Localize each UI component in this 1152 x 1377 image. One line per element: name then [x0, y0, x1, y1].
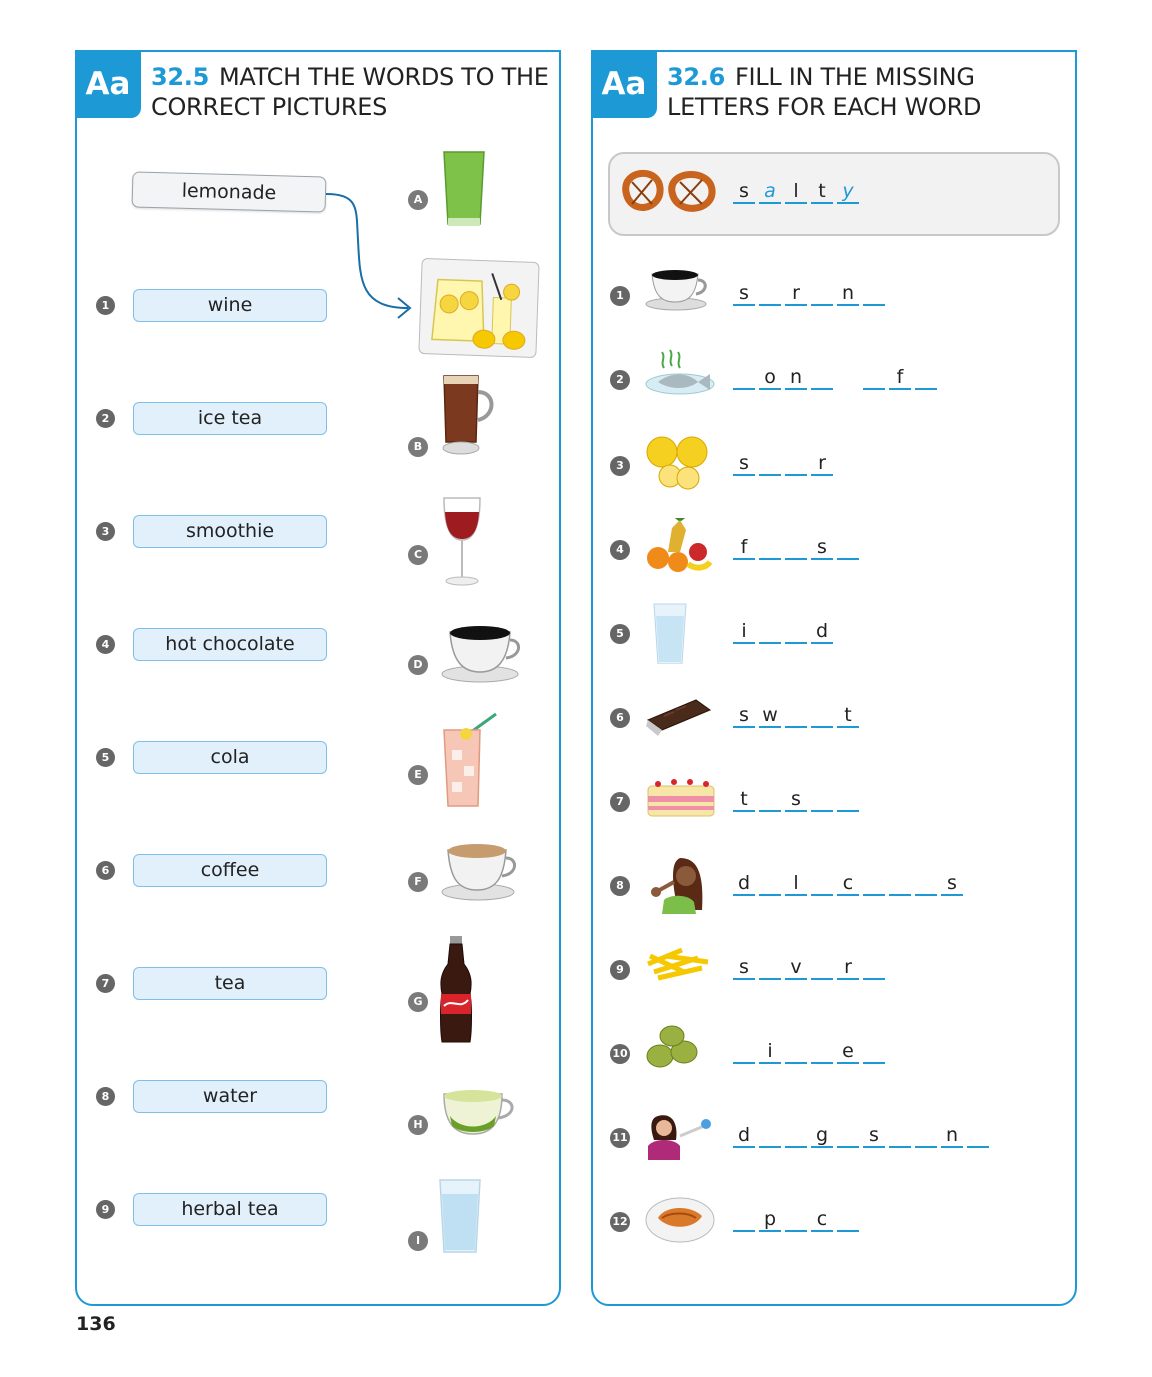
letter-slot[interactable]: s: [733, 704, 755, 728]
letter-slot[interactable]: [863, 282, 885, 306]
exercise-title: [151, 62, 551, 122]
letter-slot[interactable]: l: [785, 872, 807, 896]
lemonade-jug-icon: [418, 258, 539, 358]
letter-slot[interactable]: [785, 1124, 807, 1148]
item-number: 2: [96, 409, 115, 428]
green-smoothie-glass-icon: [440, 148, 488, 230]
letter-slot[interactable]: [733, 1208, 755, 1232]
black-coffee-cup-icon: [440, 620, 524, 684]
letter-slots[interactable]: [733, 704, 863, 728]
letter-slot[interactable]: d: [811, 620, 833, 644]
letter-slot[interactable]: [759, 620, 781, 644]
letter-slot[interactable]: [915, 872, 937, 896]
letter-slot[interactable]: c: [811, 1208, 833, 1232]
letter-slot[interactable]: [863, 1040, 885, 1064]
letter-slots[interactable]: [733, 366, 941, 390]
item-number: 8: [610, 876, 630, 896]
letter-slot[interactable]: c: [837, 872, 859, 896]
letter-slot[interactable]: f: [733, 536, 755, 560]
exercise-number: 32.6: [667, 63, 726, 91]
item-number: 7: [610, 792, 630, 812]
picture-label-b: B: [408, 437, 428, 457]
letter-slot[interactable]: [837, 536, 859, 560]
letter-slot[interactable]: [837, 366, 859, 388]
letter-slot[interactable]: [915, 366, 937, 390]
coffee-cup-icon: [644, 264, 716, 326]
letter-slots[interactable]: [733, 1208, 863, 1232]
spicy-dish-icon: [644, 1190, 716, 1252]
letter-slot[interactable]: v: [785, 956, 807, 980]
item-number: 6: [96, 861, 115, 880]
item-number: 3: [610, 456, 630, 476]
item-number: 1: [610, 286, 630, 306]
letter-slot[interactable]: [811, 366, 833, 390]
letter-slot[interactable]: s: [811, 536, 833, 560]
letter-slot[interactable]: [837, 788, 859, 812]
hot-chocolate-glass-icon: [438, 372, 500, 458]
example-letter-slot: l: [785, 180, 807, 204]
letter-slot[interactable]: r: [785, 282, 807, 306]
cake-icon: [644, 770, 716, 832]
letter-slot[interactable]: e: [837, 1040, 859, 1064]
picture-label-h: H: [408, 1115, 428, 1135]
letter-slot[interactable]: r: [837, 956, 859, 980]
letter-slot[interactable]: i: [759, 1040, 781, 1064]
word-box[interactable]: wine: [133, 289, 327, 322]
girl-disgusted-icon: [644, 1106, 716, 1168]
letter-slot[interactable]: [811, 282, 833, 306]
item-number: 7: [96, 974, 115, 993]
item-number: 3: [96, 522, 115, 541]
picture-label-c: C: [408, 545, 428, 565]
chocolate-bar-icon: [644, 686, 716, 748]
lemons-icon: [644, 434, 716, 496]
item-number: 4: [610, 540, 630, 560]
letter-slot[interactable]: [759, 282, 781, 306]
picture-label-e: E: [408, 765, 428, 785]
fruit-icon: [644, 518, 716, 580]
letter-slots[interactable]: [733, 452, 837, 476]
picture-label-a: A: [408, 190, 428, 210]
letter-slot[interactable]: p: [759, 1208, 781, 1232]
letter-slot[interactable]: [733, 366, 755, 390]
letter-slots[interactable]: [733, 956, 889, 980]
letter-slot[interactable]: [811, 788, 833, 812]
water-glass-icon: [644, 602, 716, 664]
water-glass-icon: [438, 1176, 482, 1256]
woman-eating-icon: [644, 854, 716, 916]
letter-slot[interactable]: [759, 452, 781, 476]
letter-slot[interactable]: n: [785, 366, 807, 390]
letter-slot[interactable]: s: [785, 788, 807, 812]
letter-slots[interactable]: [733, 872, 967, 896]
letter-slot[interactable]: n: [941, 1124, 963, 1148]
item-number: 8: [96, 1087, 115, 1106]
letter-slot[interactable]: [863, 366, 885, 390]
item-number: 11: [610, 1128, 630, 1148]
letter-slot[interactable]: [785, 1208, 807, 1232]
example-letter-slot: a: [759, 180, 781, 204]
letter-slot[interactable]: f: [889, 366, 911, 390]
item-number: 5: [610, 624, 630, 644]
picture-label-f: F: [408, 872, 428, 892]
letter-slot[interactable]: [967, 1124, 989, 1148]
letter-slot[interactable]: [759, 788, 781, 812]
letter-slot[interactable]: o: [759, 366, 781, 390]
letter-slot[interactable]: [811, 704, 833, 728]
aa-badge: Aa: [591, 50, 657, 118]
exercise-instruction: MATCH THE WORDS TO THE CORRECT PICTURES: [151, 63, 549, 121]
letter-slots[interactable]: [733, 1124, 993, 1148]
item-number: 9: [96, 1200, 115, 1219]
page-number: 136: [76, 1313, 116, 1335]
letter-slot[interactable]: d: [733, 1124, 755, 1148]
letter-slot[interactable]: s: [733, 282, 755, 306]
letter-slot[interactable]: [785, 1040, 807, 1064]
smelly-fish-icon: [644, 348, 716, 410]
word-box[interactable]: smoothie: [133, 515, 327, 548]
letter-slot[interactable]: d: [733, 872, 755, 896]
letter-slot[interactable]: t: [733, 788, 755, 812]
olives-icon: [644, 1022, 716, 1084]
example-letter-slot: y: [837, 180, 859, 204]
cola-bottle-icon: [438, 934, 474, 1046]
pasta-icon: [644, 938, 716, 1000]
letter-slot[interactable]: [785, 452, 807, 476]
letter-slot[interactable]: [759, 872, 781, 896]
example-letter-slot: t: [811, 180, 833, 204]
exercise-instruction: FILL IN THE MISSING LETTERS FOR EACH WORD: [667, 63, 982, 121]
picture-label-d: D: [408, 655, 428, 675]
letter-slot[interactable]: [889, 1124, 911, 1148]
letter-slot[interactable]: [759, 956, 781, 980]
letter-slot[interactable]: [733, 1040, 755, 1064]
letter-slot[interactable]: [915, 1124, 937, 1148]
letter-slot[interactable]: g: [811, 1124, 833, 1148]
letter-slot[interactable]: [811, 1040, 833, 1064]
iced-tea-glass-icon: [440, 710, 502, 810]
pretzels-icon: [618, 160, 718, 222]
letter-slot[interactable]: s: [863, 1124, 885, 1148]
item-number: 4: [96, 635, 115, 654]
letter-slot[interactable]: s: [941, 872, 963, 896]
red-wine-glass-icon: [440, 494, 484, 588]
item-number: 2: [610, 370, 630, 390]
example-word-lemonade: lemonade: [132, 171, 327, 212]
letter-slot[interactable]: [785, 620, 807, 644]
letter-slots[interactable]: [733, 620, 837, 644]
letter-slot[interactable]: [811, 872, 833, 896]
exercise-title: [667, 62, 1067, 122]
aa-badge: Aa: [75, 50, 141, 118]
letter-slot[interactable]: [837, 1208, 859, 1232]
letter-slots[interactable]: [733, 788, 863, 812]
letter-slot[interactable]: n: [837, 282, 859, 306]
item-number: 12: [610, 1212, 630, 1232]
picture-label-g: G: [408, 992, 428, 1012]
exercise-number: 32.5: [151, 63, 210, 91]
word-box[interactable]: coffee: [133, 854, 327, 887]
example-letter-slots: [733, 180, 863, 204]
letter-slots[interactable]: [733, 1040, 889, 1064]
item-number: 9: [610, 960, 630, 980]
letter-slot[interactable]: [811, 956, 833, 980]
letter-slot[interactable]: s: [733, 956, 755, 980]
word-box[interactable]: tea: [133, 967, 327, 1000]
letter-slot[interactable]: t: [837, 704, 859, 728]
word-box[interactable]: herbal tea: [133, 1193, 327, 1226]
herbal-tea-cup-icon: [440, 1086, 520, 1142]
letter-slot[interactable]: s: [733, 452, 755, 476]
letter-slot[interactable]: i: [733, 620, 755, 644]
item-number: 6: [610, 708, 630, 728]
tea-with-milk-cup-icon: [440, 840, 520, 902]
letter-slot[interactable]: [863, 956, 885, 980]
example-arrow: [320, 190, 420, 320]
letter-slot[interactable]: [759, 536, 781, 560]
letter-slot[interactable]: w: [759, 704, 781, 728]
letter-slot[interactable]: [785, 704, 807, 728]
item-number: 10: [610, 1044, 630, 1064]
item-number: 1: [96, 296, 115, 315]
letter-slots[interactable]: [733, 536, 863, 560]
letter-slot[interactable]: [889, 872, 911, 896]
letter-slot[interactable]: [759, 1124, 781, 1148]
word-box[interactable]: cola: [133, 741, 327, 774]
letter-slot[interactable]: [863, 872, 885, 896]
word-box[interactable]: ice tea: [133, 402, 327, 435]
letter-slot[interactable]: r: [811, 452, 833, 476]
picture-label-i: I: [408, 1231, 428, 1251]
word-box[interactable]: water: [133, 1080, 327, 1113]
example-letter-slot: s: [733, 180, 755, 204]
item-number: 5: [96, 748, 115, 767]
letter-slot[interactable]: [837, 1124, 859, 1148]
letter-slots[interactable]: [733, 282, 889, 306]
letter-slot[interactable]: [785, 536, 807, 560]
word-box[interactable]: hot chocolate: [133, 628, 327, 661]
